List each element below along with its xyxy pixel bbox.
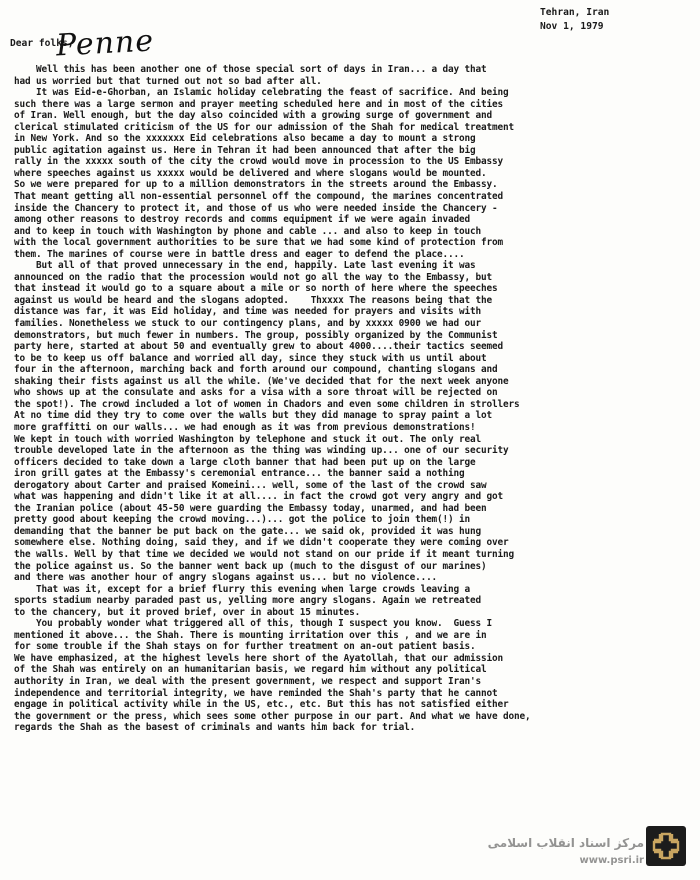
body-line: four in the afternoon, marching back and forth around our compound, chanting slogans and (14, 364, 498, 376)
body-line: of the Shah was entirely on an humanitarian basis, we regard him without any political (14, 664, 487, 676)
body-line: to be to keep us off balance and worried all day, since they stuck with us until about (14, 352, 487, 364)
letter-date: Nov 1, 1979 (540, 21, 604, 32)
body-line: shaking their fists against us all the while. (We've decided that for the next week anyone (14, 375, 509, 387)
body-line: It was Eid-e-Ghorban, an Islamic holiday celebrating the feast of sacrifice. And being (14, 87, 509, 99)
body-line: party here, started at about 50 and eventually grew to about 4000....their tactics seemed (14, 341, 503, 353)
body-line: Well this has been another one of those special sort of days in Iran... a day that (14, 64, 487, 75)
body-line: We kept in touch with worried Washington by telephone and stuck it out. The only real (14, 433, 482, 445)
body-line: You probably wonder what triggered all of this, though I suspect you know. Guess I (14, 618, 492, 630)
body-line: pretty good about keeping the crowd moving...)... got the police to join them(!) in (14, 514, 471, 526)
body-line: families. Nonetheless we stuck to our contingency plans, and by xxxxx 0900 we had our (14, 318, 482, 330)
body-line: demonstrators, but much fewer in numbers. The group, possibly organized by the Communist (14, 329, 498, 341)
body-line: demanding that the banner be put back on the gate... we said ok, provided it was hung (14, 525, 482, 537)
body-line: iron grill gates at the Embassy's ceremonial entrance... the banner said a nothing (14, 468, 465, 480)
body-line: the police against us. So the banner went back up (much to the disgust of our marines) (14, 560, 487, 572)
body-line: of Iran. Well enough, but the day also coincided with a growing surge of government and (14, 110, 492, 122)
archive-watermark (476, 834, 644, 870)
body-line: among other reasons to destroy records and comms equipment if we were again invaded (14, 214, 471, 226)
body-line: that instead it would go to a square about a mile or so north of here where the speeches (14, 283, 498, 295)
body-line: distance was far, it was Eid holiday, and time was needed for prayers and visits with (14, 306, 482, 318)
body-line: public agitation against us. Here in Tehran it had been announced that after the big (14, 144, 476, 156)
body-line: derogatory about Carter and praised Komeini... well, some of the last of the crowd saw (14, 479, 487, 491)
body-line: with the local government authorities to be sure that we had some kind of protection from (14, 237, 503, 249)
body-line: So we were prepared for up to a million demonstrators in the streets around the Embassy. (14, 179, 498, 191)
body-line: announced on the radio that the procession would not go all the way to the Embassy, but (14, 271, 492, 283)
body-line: more graffitti on our walls... we had enough as it was from previous demonstrations! (14, 421, 476, 433)
body-line: had us worried but that turned out not so bad after all. (14, 75, 322, 87)
body-line: independence and territorial integrity, we have reminded the Shah's party that he cannot (14, 687, 498, 699)
body-line: But all of that proved unnecessary in the end, happily. Late last evening it was (14, 260, 476, 272)
body-line: inside the Chancery to protect it, and those of us who were needed inside the Chancery - (14, 202, 498, 214)
letter-body (14, 64, 668, 734)
body-line: the Iranian police (about 45-50 were guarding the Embassy today, unarmed, and had been (14, 502, 487, 514)
body-line: authority in Iran, we deal with the present government, we respect and support Iran's (14, 675, 482, 687)
letter-header (540, 6, 609, 34)
body-line: in New York. And so the xxxxxxx Eid celebrations also became a day to mount a strong (14, 133, 476, 145)
body-line: and to keep in touch with Washington by phone and cable ... and also to keep in touch (14, 225, 482, 237)
body-line: engage in political activity while in the US, etc., etc. But this has not satisfied either (14, 699, 509, 711)
body-line: the walls. Well by that time we decided we would not stand on our pride if it meant turning (14, 548, 514, 560)
body-line: That was it, except for a brief flurry this evening when large crowds leaving a (14, 583, 471, 595)
body-line: mentioned it above... the Shah. There is mounting irritation over this , and we are in (14, 629, 487, 641)
body-line: for some trouble if the Shah stays on for further treatment on an-out patient basis. (14, 641, 476, 653)
body-line: the government or the press, which sees some other purpose in our part. And what we have done, (14, 710, 531, 722)
body-line: sports stadium nearby paraded past us, yelling more angry slogans. Again we retreated (14, 595, 482, 607)
body-line: what was happening and didn't like it at all.... in fact the crowd got very angry and got (14, 491, 503, 503)
watermark-text: مرکز اسناد انقلاب اسلامی (487, 836, 644, 850)
body-line: the spot!). The crowd included a lot of women in Chadors and even some children in strollers (14, 398, 520, 410)
body-line: clerical stimulated criticism of the US for our admission of the Shah for medical treatment (14, 121, 514, 133)
body-line: who shows up at the consulate and asks for a visa with a sore throat will be rejected on (14, 387, 498, 399)
body-line: against us would be heard and the slogans adopted. Thxxxx The reasons being that the (14, 294, 492, 306)
body-line: such there was a large sermon and prayer meeting scheduled here and in most of the cities (14, 98, 503, 110)
body-line: We have emphasized, at the highest levels here short of the Ayatollah, that our admission (14, 652, 503, 664)
body-line: them. The marines of course were in battle dress and eager to defend the place.... (14, 248, 465, 260)
handwritten-signature: Penne (55, 23, 155, 64)
institution-logo-icon (646, 826, 686, 866)
body-line: At no time did they try to come over the walls but they did manage to spray paint a lot (14, 410, 492, 422)
body-line: to the chancery, but it proved brief, over in about 15 minutes. (14, 606, 361, 618)
letter-location: Tehran, Iran (540, 7, 610, 18)
watermark-url: www.psri.ir (579, 855, 644, 866)
body-line: That meant getting all non-essential personnel off the compound, the marines concentrated (14, 191, 503, 203)
body-line: regards the Shah as the basest of criminals and wants him back for trial. (14, 722, 416, 734)
body-line: rally in the xxxxx south of the city the crowd would move in procession to the US Embassy (14, 156, 503, 168)
body-line: somewhere else. Nothing doing, said they, and if we didn't cooperate they were coming over (14, 537, 509, 549)
body-line: officers decided to take down a large cloth banner that had been put up on the large (14, 456, 476, 468)
body-line: trouble developed late in the afternoon as the thing was winding up... one of our security (14, 445, 509, 457)
body-line: and there was another hour of angry slogans against us... but no violence.... (14, 572, 438, 584)
body-line: where speeches against us xxxxx would be delivered and where slogans would be mounted. (14, 167, 487, 179)
salutation: Dear folks, (10, 38, 74, 49)
